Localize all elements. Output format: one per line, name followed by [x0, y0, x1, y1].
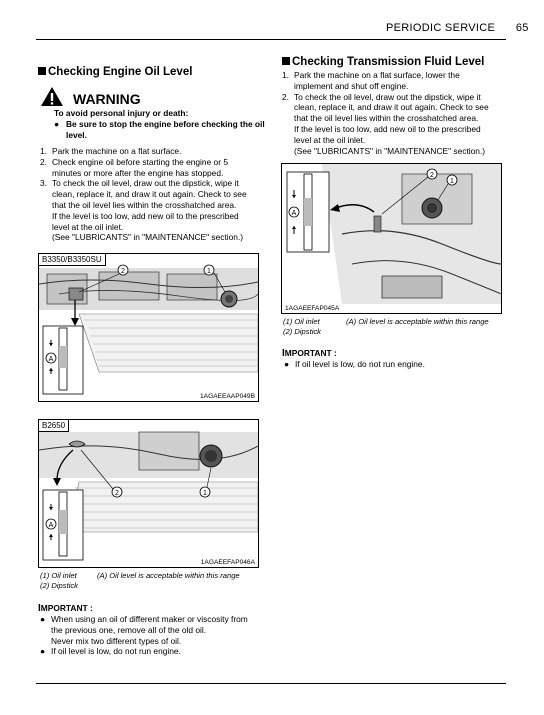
bullet-icon: ●	[284, 359, 290, 369]
figure-b3350	[38, 253, 259, 402]
bullet-icon: ●	[54, 119, 60, 129]
caption-dipstick: (2) Dipstick	[283, 326, 321, 336]
caption-oil-inlet: (1) Oil inlet	[40, 571, 77, 580]
callout-2: 2	[115, 490, 119, 497]
figure-b2650	[38, 419, 259, 568]
section-square-icon	[282, 57, 290, 65]
step-item: 1. Park the machine on a flat surface, lower the implement and shut off engine.	[282, 70, 460, 91]
important-item: ● If oil level is low, do not run engine.	[284, 359, 425, 369]
important-list	[40, 614, 260, 657]
engine-oil-title: Checking Engine Oil Level	[38, 66, 192, 78]
callout-1: 1	[203, 490, 207, 497]
callout-1: 1	[450, 178, 454, 185]
figure-code: 1AGAEEFAP046A	[200, 559, 255, 566]
warning-triangle-icon	[40, 86, 64, 107]
callout-a: A	[291, 210, 297, 217]
warning-heading: WARNING	[73, 91, 141, 107]
step-item: 2. To check the oil level, draw out the dipstick, wipe it clean, replace it, and draw it out again. Check to see that the oil level lies within the crosshatched area. If the level is too low, add new oil to the prescribed level at the oil inlet. (See "LUBRICANTS" in "MAINTENANCE" section.)	[282, 91, 489, 156]
caption-acceptable-range: (A) Oil level is acceptable within this range	[97, 571, 240, 580]
important-item: ● If oil level is low, do not run engine.	[40, 646, 181, 657]
step-item: 2. Check engine oil before starting the engine or 5 minutes or more after the engine has stopped.	[40, 156, 228, 178]
callout-a: A	[48, 356, 54, 363]
figure-code: 1AGAEEFAP045A	[285, 305, 340, 312]
left-figure-caption	[40, 571, 260, 590]
figure-model-label: B3350/B3350SU	[39, 254, 106, 266]
warning-intro: To avoid personal injury or death:	[54, 108, 189, 118]
step-item: 3. To check the oil level, draw out the dipstick, wipe it clean, replace it, and draw it out again. Check to see that the oil level lies within the crosshatched area. If the level is too low, add new oil to the prescribed level at the oil inlet. (See "LUBRICANTS" in "MAINTENANCE" section.)	[40, 178, 247, 243]
footer-rule	[36, 683, 506, 684]
engine-illustration-b3350	[39, 254, 258, 401]
section-square-icon	[38, 67, 46, 75]
bullet-icon: ●	[40, 614, 46, 624]
figure-code: 1AGAEEAAP049B	[200, 393, 255, 400]
callout-1: 1	[207, 268, 211, 275]
important-heading: IMPORTANT :	[282, 348, 337, 359]
running-header	[386, 22, 529, 34]
warning-bullet: ● Be sure to stop the engine before checking the oil level.	[54, 119, 265, 140]
step-item: 1. Park the machine on a flat surface.	[40, 146, 182, 156]
transmission-illustration	[282, 164, 501, 313]
caption-dipstick: (2) Dipstick	[40, 580, 78, 590]
right-figure-caption	[283, 317, 503, 336]
important-list	[284, 359, 504, 370]
figure-transmission	[281, 163, 502, 314]
figure-model-label: B2650	[39, 420, 69, 432]
bullet-icon: ●	[40, 646, 46, 657]
header-rule	[36, 39, 506, 40]
caption-acceptable-range: (A) Oil level is acceptable within this range	[346, 317, 489, 326]
important-heading: IMPORTANT :	[38, 603, 93, 614]
engine-oil-steps	[40, 146, 258, 243]
engine-illustration-b2650	[39, 420, 258, 567]
callout-2: 2	[121, 268, 125, 275]
page-number: 65	[515, 22, 529, 34]
section-name: PERIODIC SERVICE	[386, 22, 496, 34]
important-item: ● When using an oil of different maker or viscosity from the previous one, remove all of the old oil. Never mix two different types of oil.	[40, 614, 248, 646]
callout-a: A	[48, 522, 54, 529]
transmission-fluid-title: Checking Transmission Fluid Level	[282, 56, 484, 68]
callout-2: 2	[430, 172, 434, 179]
caption-oil-inlet: (1) Oil inlet	[283, 317, 320, 326]
transmission-steps	[282, 70, 500, 156]
